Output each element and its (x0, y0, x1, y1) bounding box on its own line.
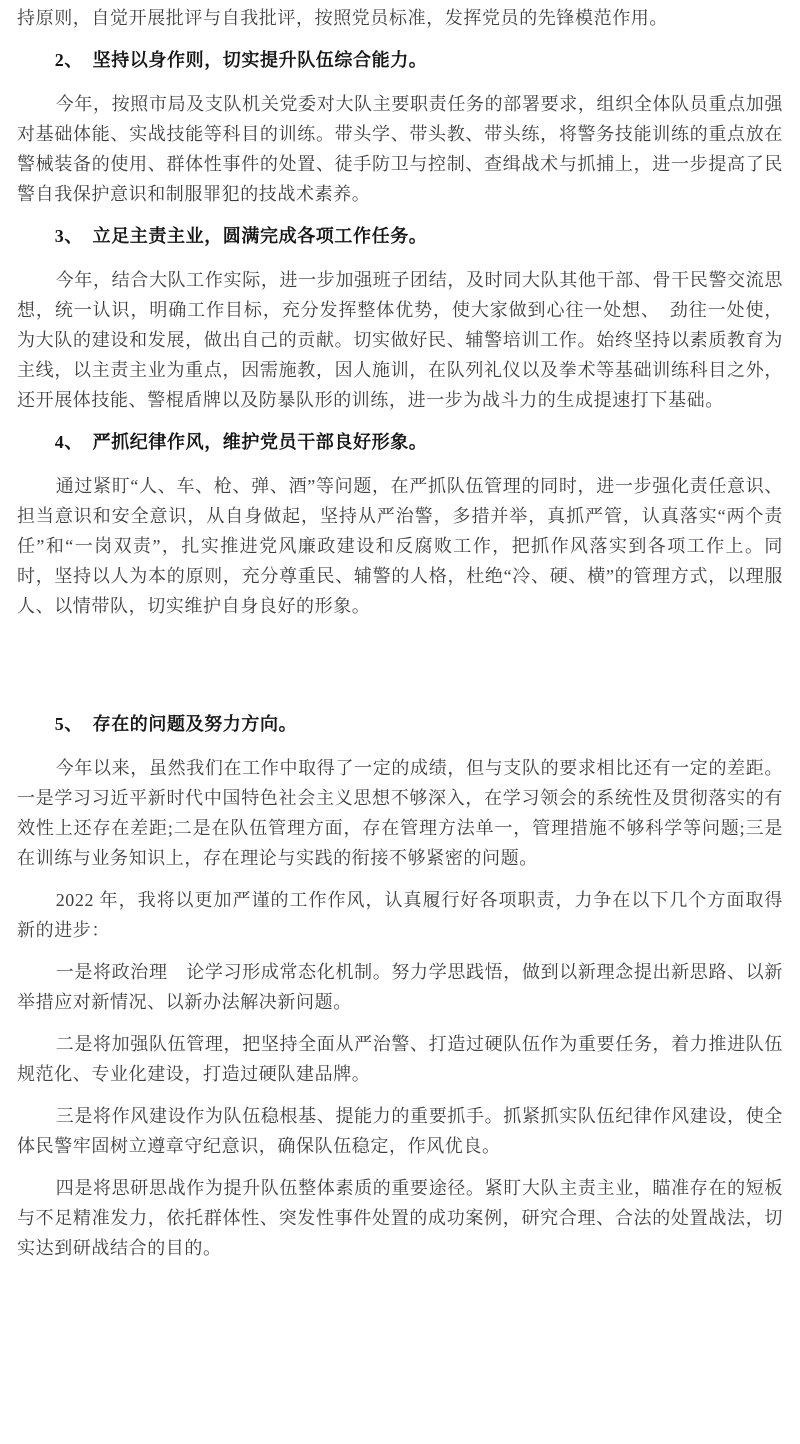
section-5-plan-intro-paragraph: 2022 年，我将以更加严谨的工作作风，认真履行好各项职责，力争在以下几个方面取得新的进步： (17, 890, 783, 940)
section-2-paragraph: 今年，按照市局及支队机关党委对大队主要职责任务的部署要求，组织全体队员重点加强对基础体能、实战技能等科目的训练。带头学、带头教、带头练，将警务技能训练的重点放在警械装备的使用、群体性事件的处置、徒手防卫与控制、查缉战术与抓捕上，进一步提高了民警自我保护意识和制服罪犯的技战术素养。 (17, 94, 783, 204)
plan-item-2-paragraph: 二是将加强队伍管理，把坚持全面从严治警、打造过硬队伍作为重要任务，着力推进队伍规范化、专业化建设，打造过硬队建品牌。 (17, 1034, 783, 1084)
blank-gap (17, 633, 783, 705)
paragraph-continuation: 持原则，自觉开展批评与自我批评，按照党员标准，发挥党员的先锋模范作用。 (17, 8, 668, 28)
section-5-problems-paragraph: 今年以来，虽然我们在工作中取得了一定的成绩，但与支队的要求相比还有一定的差距。一是学习习近平新时代中国特色社会主义思想不够深入，在学习领会的系统性及贯彻落实的有效性上还存在差距;二是在队伍管理方面，存在管理方法单一，管理措施不够科学等问题;三是在训练与业务知识上，存在理论与实践的衔接不够紧密的问题。 (17, 758, 783, 868)
section-heading-2: 2、 坚持以身作则，切实提升队伍综合能力。 (54, 50, 428, 70)
section-4-paragraph: 通过紧盯“人、车、枪、弹、酒”等问题，在严抓队伍管理的同时，进一步强化责任意识、担当意识和安全意识，从自身做起，坚持从严治警，多措并举，真抓严管，认真落实“两个责任”和“一岗双责”，扎实推进党风廉政建设和反腐败工作，把抓作风落实到各项工作上。同时，坚持以人为本的原则，充分尊重民、辅警的人格，杜绝“冷、硬、横”的管理方式，以理服人、以情带队，切实维护自身良好的形象。 (17, 476, 783, 616)
plan-item-1-paragraph: 一是将政治理 论学习形成常态化机制。努力学思践悟，做到以新理念提出新思路、以新举措应对新情况、以新办法解决新问题。 (17, 962, 783, 1012)
section-heading-3: 3、 立足主责主业，圆满完成各项工作任务。 (54, 226, 428, 246)
plan-item-4-paragraph: 四是将思研思战作为提升队伍整体素质的重要途径。紧盯大队主责主业，瞄准存在的短板与不足精准发力，依托群体性、突发性事件处置的成功案例，研究合理、合法的处置战法，切实达到研战结合的目的。 (17, 1178, 783, 1258)
section-heading-5: 5、 存在的问题及努力方向。 (54, 714, 298, 734)
plan-item-3-paragraph: 三是将作风建设作为队伍稳根基、提能力的重要抓手。抓紧抓实队伍纪律作风建设，使全体民警牢固树立遵章守纪意识，确保队伍稳定，作风优良。 (17, 1106, 783, 1156)
section-3-paragraph: 今年，结合大队工作实际，进一步加强班子团结，及时同大队其他干部、骨干民警交流思想，统一认识，明确工作目标，充分发挥整体优势，使大家做到心往一处想、 劲往一处使，为大队的建设和发展，做出自己的贡献。切实做好民、辅警培训工作。始终坚持以素质教育为主线，以主责主业为重点，因需施教，因人施训，在队列礼仪以及拳术等基础训练科目之外，还开展体技能、警棍盾牌以及防暴队形的训练，进一步为战斗力的生成提速打下基础。 (17, 270, 783, 410)
section-heading-4: 4、 严抓纪律作风，维护党员干部良好形象。 (54, 432, 428, 452)
